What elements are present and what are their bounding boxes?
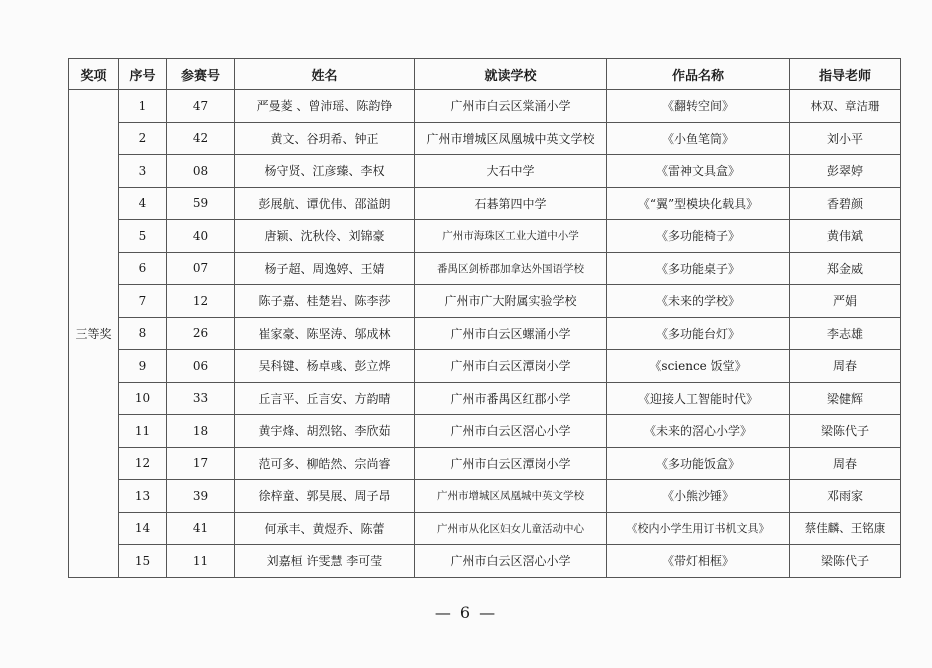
teacher-cell: 李志雄 [790, 317, 901, 350]
school-cell: 广州市白云区潭岗小学 [415, 447, 607, 480]
header-index: 序号 [119, 59, 167, 90]
award-level-cell: 三等奖 [69, 90, 119, 578]
entry-number-cell: 18 [167, 415, 235, 448]
entry-number-cell: 39 [167, 480, 235, 513]
entry-number-cell: 26 [167, 317, 235, 350]
index-cell: 12 [119, 447, 167, 480]
table-row [69, 155, 901, 188]
teacher-cell: 彭翠婷 [790, 155, 901, 188]
school-cell: 广州市海珠区工业大道中小学 [415, 220, 607, 253]
index-cell: 10 [119, 382, 167, 415]
names-cell: 吴科键、杨卓彧、彭立烨 [235, 350, 415, 383]
work-title-cell: 《雷神文具盒》 [607, 155, 790, 188]
table-row [69, 187, 901, 220]
names-cell: 唐颖、沈秋伶、刘锦豪 [235, 220, 415, 253]
entry-number-cell: 17 [167, 447, 235, 480]
entry-number-cell: 42 [167, 122, 235, 155]
index-cell: 11 [119, 415, 167, 448]
work-title-cell: 《science 饭堂》 [607, 350, 790, 383]
work-title-cell: 《迎接人工智能时代》 [607, 382, 790, 415]
header-teacher: 指导老师 [790, 59, 901, 90]
table-row [69, 512, 901, 545]
names-cell: 范可多、柳皓然、宗尚睿 [235, 447, 415, 480]
index-cell: 14 [119, 512, 167, 545]
teacher-cell: 郑金威 [790, 252, 901, 285]
teacher-cell: 周春 [790, 447, 901, 480]
teacher-cell: 黄伟斌 [790, 220, 901, 253]
index-cell: 2 [119, 122, 167, 155]
work-title-cell: 《多功能饭盒》 [607, 447, 790, 480]
work-title-cell: 《小熊沙锤》 [607, 480, 790, 513]
index-cell: 15 [119, 545, 167, 578]
school-cell: 大石中学 [415, 155, 607, 188]
school-cell: 广州市白云区潭岗小学 [415, 350, 607, 383]
work-title-cell: 《未来的滘心小学》 [607, 415, 790, 448]
table-row [69, 382, 901, 415]
table-row [69, 317, 901, 350]
names-cell: 丘言平、丘言安、方韵晴 [235, 382, 415, 415]
index-cell: 5 [119, 220, 167, 253]
header-work: 作品名称 [607, 59, 790, 90]
teacher-cell: 香碧颜 [790, 187, 901, 220]
school-cell: 广州市白云区棠涌小学 [415, 90, 607, 123]
entry-number-cell: 12 [167, 285, 235, 318]
teacher-cell: 蔡佳麟、王铭康 [790, 512, 901, 545]
entry-number-cell: 08 [167, 155, 235, 188]
page-number: — 6 — [434, 603, 498, 622]
work-title-cell: 《多功能桌子》 [607, 252, 790, 285]
work-title-cell: 《未来的学校》 [607, 285, 790, 318]
names-cell: 陈子嘉、桂楚岩、陈李莎 [235, 285, 415, 318]
table-body [69, 90, 901, 578]
work-title-cell: 《带灯相框》 [607, 545, 790, 578]
work-title-cell: 《校内小学生用订书机文具》 [607, 512, 790, 545]
entry-number-cell: 40 [167, 220, 235, 253]
entry-number-cell: 06 [167, 350, 235, 383]
teacher-cell: 梁健辉 [790, 382, 901, 415]
table-row [69, 545, 901, 578]
table-row [69, 252, 901, 285]
table-row [69, 415, 901, 448]
header-entry: 参赛号 [167, 59, 235, 90]
school-cell: 广州市番禺区红郡小学 [415, 382, 607, 415]
names-cell: 何承丰、黄煜乔、陈蕾 [235, 512, 415, 545]
names-cell: 崔家豪、陈坚涛、邬成林 [235, 317, 415, 350]
teacher-cell: 刘小平 [790, 122, 901, 155]
index-cell: 9 [119, 350, 167, 383]
index-cell: 3 [119, 155, 167, 188]
teacher-cell: 严娟 [790, 285, 901, 318]
table-row [69, 350, 901, 383]
entry-number-cell: 59 [167, 187, 235, 220]
awards-table [68, 58, 901, 578]
table-row [69, 122, 901, 155]
work-title-cell: 《翻转空间》 [607, 90, 790, 123]
table-row [69, 447, 901, 480]
school-cell: 广州市白云区滘心小学 [415, 545, 607, 578]
index-cell: 7 [119, 285, 167, 318]
table-row [69, 480, 901, 513]
table-row [69, 90, 901, 123]
teacher-cell: 邓雨家 [790, 480, 901, 513]
index-cell: 4 [119, 187, 167, 220]
names-cell: 刘嘉桓 许雯慧 李可莹 [235, 545, 415, 578]
table-row [69, 285, 901, 318]
index-cell: 6 [119, 252, 167, 285]
header-school: 就读学校 [415, 59, 607, 90]
work-title-cell: 《小鱼笔筒》 [607, 122, 790, 155]
school-cell: 石碁第四中学 [415, 187, 607, 220]
names-cell: 严曼菱 、曾沛瑶、陈韵铮 [235, 90, 415, 123]
work-title-cell: 《“翼”型模块化载具》 [607, 187, 790, 220]
teacher-cell: 周春 [790, 350, 901, 383]
teacher-cell: 梁陈代子 [790, 545, 901, 578]
names-cell: 徐梓童、郭昊展、周子昂 [235, 480, 415, 513]
school-cell: 番禺区剑桥郡加拿达外国语学校 [415, 252, 607, 285]
names-cell: 彭展航、谭优伟、邵溢朗 [235, 187, 415, 220]
school-cell: 广州市广大附属实验学校 [415, 285, 607, 318]
work-title-cell: 《多功能椅子》 [607, 220, 790, 253]
school-cell: 广州市白云区螺涌小学 [415, 317, 607, 350]
table-row [69, 220, 901, 253]
header-award: 奖项 [69, 59, 119, 90]
names-cell: 杨守贤、江彦臻、李权 [235, 155, 415, 188]
entry-number-cell: 11 [167, 545, 235, 578]
names-cell: 黄宇烽、胡烈铭、李欣茹 [235, 415, 415, 448]
school-cell: 广州市白云区滘心小学 [415, 415, 607, 448]
entry-number-cell: 33 [167, 382, 235, 415]
index-cell: 1 [119, 90, 167, 123]
teacher-cell: 林双、章洁珊 [790, 90, 901, 123]
school-cell: 广州市从化区妇女儿童活动中心 [415, 512, 607, 545]
index-cell: 8 [119, 317, 167, 350]
entry-number-cell: 47 [167, 90, 235, 123]
entry-number-cell: 07 [167, 252, 235, 285]
school-cell: 广州市增城区凤凰城中英文学校 [415, 122, 607, 155]
index-cell: 13 [119, 480, 167, 513]
names-cell: 杨子超、周逸婷、王婧 [235, 252, 415, 285]
entry-number-cell: 41 [167, 512, 235, 545]
work-title-cell: 《多功能台灯》 [607, 317, 790, 350]
school-cell: 广州市增城区凤凰城中英文学校 [415, 480, 607, 513]
header-row [69, 59, 901, 90]
header-names: 姓名 [235, 59, 415, 90]
teacher-cell: 梁陈代子 [790, 415, 901, 448]
names-cell: 黄文、谷玥希、钟正 [235, 122, 415, 155]
